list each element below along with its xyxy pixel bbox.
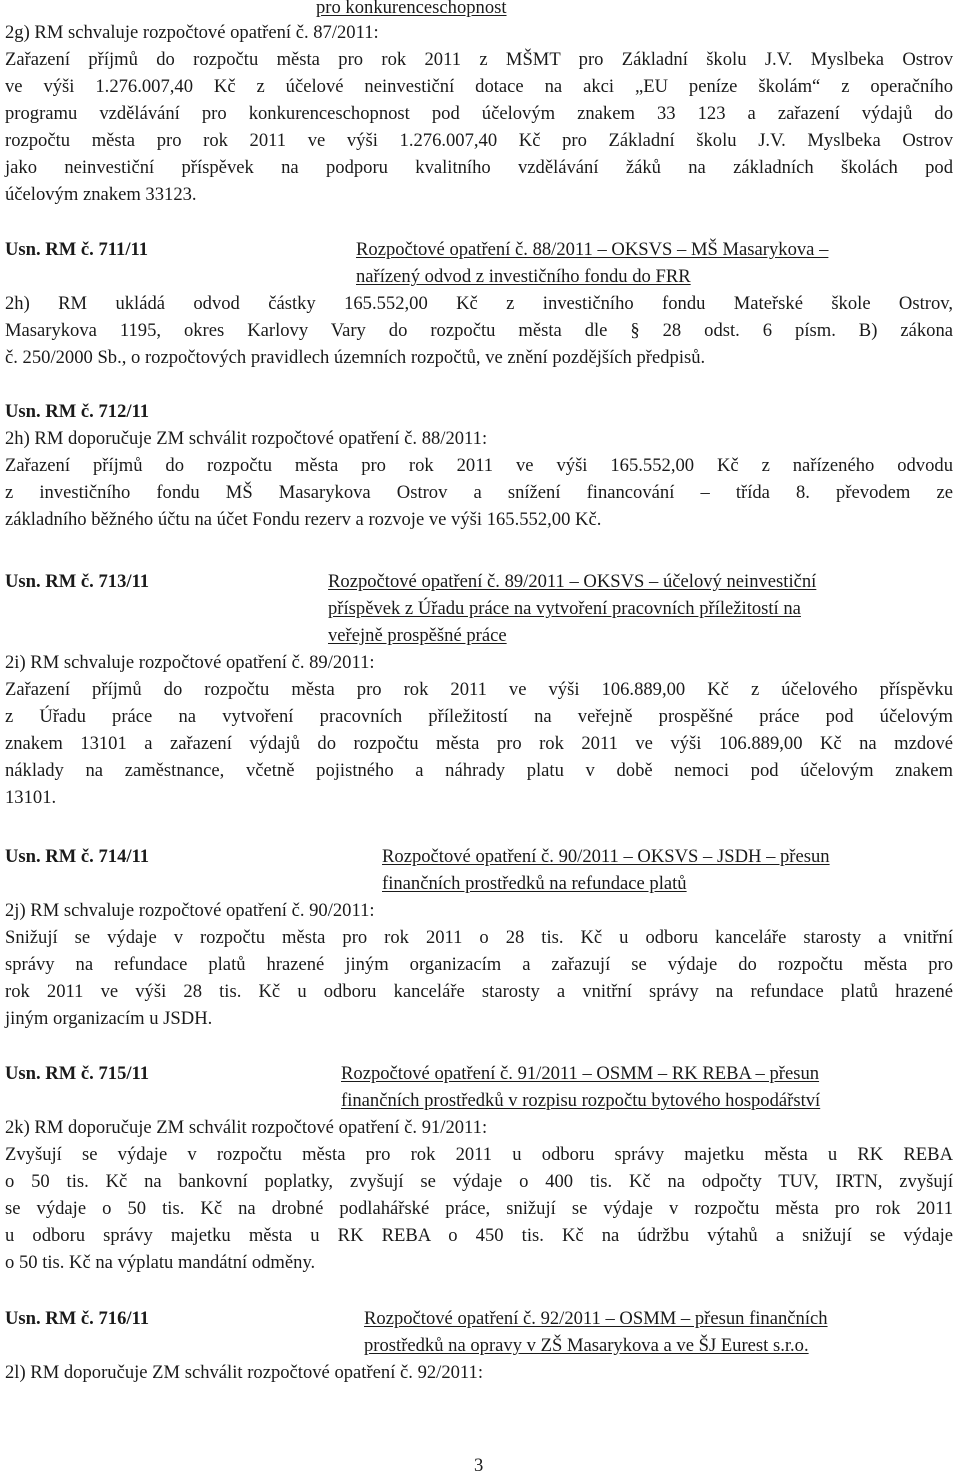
body-line: 2h) RM doporučuje ZM schválit rozpočtové opatření č. 88/2011: [5,428,488,449]
resolution-title: Rozpočtové opatření č. 89/2011 – OKSVS – účelový neinvestiční [328,571,817,592]
body-line: jiným organizacím u JSDH. [5,1008,213,1029]
resolution-number: Usn. RM č. 715/11 [5,1063,150,1084]
body-line: 2l) RM doporučuje ZM schválit rozpočtové opatření č. 92/2011: [5,1362,483,1383]
body-line: účelovým znakem 33123. [5,184,197,205]
body-line: Zvyšují se výdaje v rozpočtu města pro rok 2011 u odboru správy majetku města u RK REBA [5,1144,953,1165]
body-line: znakem 13101 a zařazení výdajů do rozpočtu města pro rok 2011 ve výši 106.889,00 Kč na mzdové [5,733,953,754]
resolution-title: Rozpočtové opatření č. 90/2011 – OKSVS – JSDH – přesun [382,846,830,867]
body-line: náklady na zaměstnance, včetně pojistného a náhrady platu v době nemoci pod účelovým znakem [5,760,953,781]
resolution-title: nařízený odvod z investičního fondu do FRR [356,266,691,287]
body-line: o 50 tis. Kč na bankovní poplatky, zvyšují se výdaje o 400 tis. Kč na odpočty TUV, IRTN, zvyšují [5,1171,953,1192]
resolution-number: Usn. RM č. 713/11 [5,571,150,592]
body-line: 2i) RM schvaluje rozpočtové opatření č. 89/2011: [5,652,375,673]
resolution-number: Usn. RM č. 711/11 [5,239,149,260]
body-line: z Úřadu práce na vytvoření pracovních příležitostí na veřejně prospěšné práce pod účelovým [5,706,953,727]
resolution-title: veřejně prospěšné práce [328,625,507,646]
resolution-number: Usn. RM č. 716/11 [5,1308,150,1329]
body-line: 13101. [5,787,57,808]
body-line: programu vzdělávání pro konkurenceschopnost pod účelovým znakem 33 123 a zařazení výdajů do [5,103,953,124]
resolution-head-2g: 2g) RM schvaluje rozpočtové opatření č. 87/2011: [5,22,379,43]
body-line: základního běžného účtu na účet Fondu rezerv a rozvoje ve výši 165.552,00 Kč. [5,509,602,530]
body-line: 2h) RM ukládá odvod částky 165.552,00 Kč z investičního fondu Mateřské škole Ostrov, [5,293,953,314]
body-line: správy na refundace platů hrazené jiným organizacím a zařazují se výdaje do rozpočtu města pro [5,954,953,975]
page-number: 3 [474,1455,484,1476]
body-line: Snižují se výdaje v rozpočtu města pro rok 2011 o 28 tis. Kč u odboru kanceláře starosty a vnitřní [5,927,953,948]
resolution-title: prostředků na opravy v ZŠ Masarykova a ve ŠJ Eurest s.r.o. [364,1335,809,1356]
body-line: u odboru správy majetku města u RK REBA o 450 tis. Kč na údržbu výtahů a snižují se výdaje [5,1225,953,1246]
resolution-title: finančních prostředků v rozpisu rozpočtu bytového hospodářství [341,1090,821,1111]
resolution-title: Rozpočtové opatření č. 92/2011 – OSMM – přesun finančních [364,1308,828,1329]
body-line: rozpočtu města pro rok 2011 ve výši 1.276.007,40 Kč pro Základní školu J.V. Myslbeka Ostrov [5,130,953,151]
resolution-title: Rozpočtové opatření č. 88/2011 – OKSVS – MŠ Masarykova – [356,239,829,260]
body-line: 2k) RM doporučuje ZM schválit rozpočtové opatření č. 91/2011: [5,1117,488,1138]
resolution-number: Usn. RM č. 712/11 [5,401,150,422]
resolution-title: Rozpočtové opatření č. 91/2011 – OSMM – RK REBA – přesun [341,1063,820,1084]
body-line: 2j) RM schvaluje rozpočtové opatření č. 90/2011: [5,900,375,921]
body-line: Zařazení příjmů do rozpočtu města pro rok 2011 ve výši 106.889,00 Kč z účelového příspěvku [5,679,953,700]
body-line: ve výši 1.276.007,40 Kč z účelové neinvestiční dotace na akci „EU peníze školám“ z operačního [5,76,953,97]
body-line: č. 250/2000 Sb., o rozpočtových pravidlech územních rozpočtů, ve znění pozdějších předpisů. [5,347,706,368]
resolution-title: příspěvek z Úřadu práce na vytvoření pracovních příležitostí na [328,598,801,619]
resolution-number: Usn. RM č. 714/11 [5,846,150,867]
body-line: jako neinvestiční příspěvek na podporu kvalitního vzdělávání žáků na základních školách pod [5,157,953,178]
body-line: rok 2011 ve výši 28 tis. Kč u odboru kanceláře starosty a vnitřní správy na refundace platů hrazené [5,981,953,1002]
body-line: o 50 tis. Kč na výplatu mandátní odměny. [5,1252,316,1273]
top-fragment: pro konkurenceschopnost [316,0,507,18]
body-line: se výdaje o 50 tis. Kč na drobné podlahářské práce, snižují se výdaje v rozpočtu města pro rok 2011 [5,1198,953,1219]
resolution-title: finančních prostředků na refundace platů [382,873,687,894]
body-line: z investičního fondu MŠ Masarykova Ostrov a snížení financování – třída 8. převodem ze [5,482,953,503]
body-line: Zařazení příjmů do rozpočtu města pro rok 2011 z MŠMT pro Základní školu J.V. Myslbeka Ostrov [5,49,953,70]
body-line: Zařazení příjmů do rozpočtu města pro rok 2011 ve výši 165.552,00 Kč z nařízeného odvodu [5,455,953,476]
body-line: Masarykova 1195, okres Karlovy Vary do rozpočtu města dle § 28 odst. 6 písm. B) zákona [5,320,953,341]
